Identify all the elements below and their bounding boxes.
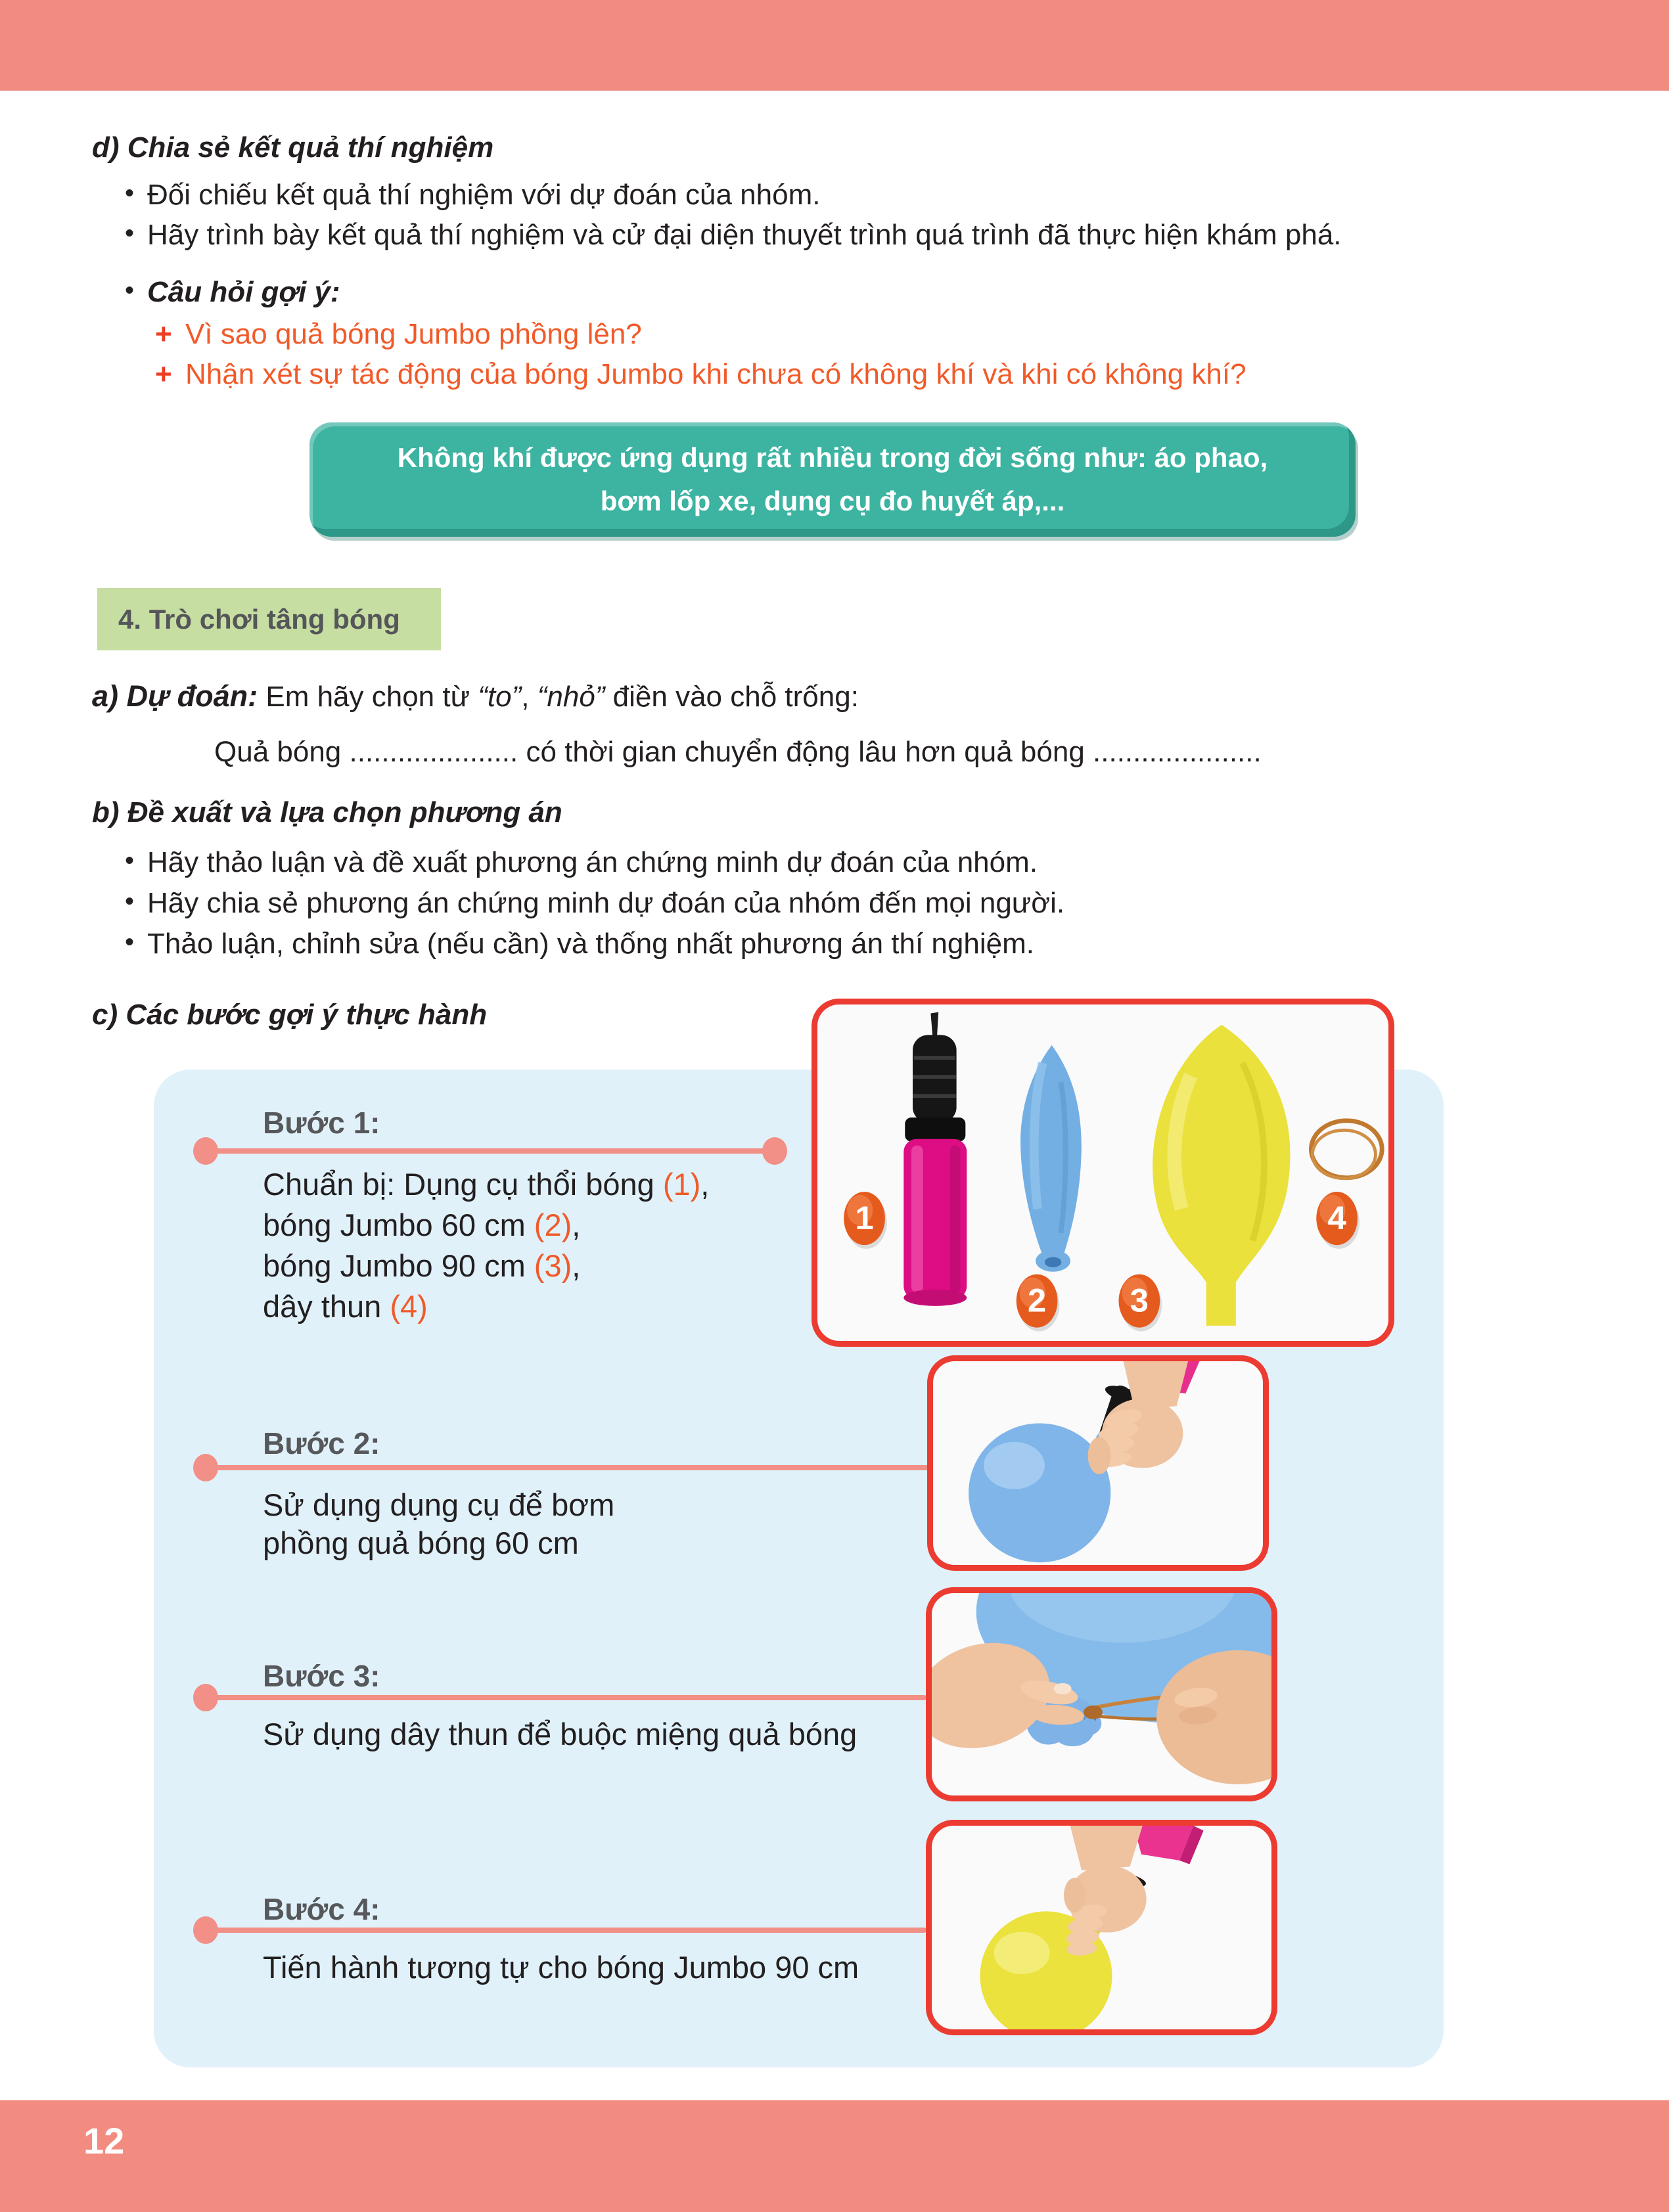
step-2-connector-line	[205, 1465, 930, 1470]
question-text: Vì sao quả bóng Jumbo phồng lên?	[185, 318, 642, 350]
tie-balloon-photo	[926, 1587, 1277, 1801]
list-item-text: Hãy chia sẻ phương án chứng minh dự đoán của nhóm đến mọi người.	[147, 887, 1065, 919]
tie-balloon-illustration	[932, 1593, 1271, 1795]
section-b-heading: b) Đề xuất và lựa chọn phương án	[92, 796, 562, 828]
plus-icon: +	[155, 318, 172, 350]
list-item-text: Hãy trình bày kết quả thí nghiệm và cử đại diện thuyết trình quá trình đã thực hiện khám phá.	[147, 219, 1342, 251]
item-number-ref: (4)	[390, 1289, 428, 1324]
question-text: Nhận xét sự tác động của bóng Jumbo khi chưa có không khí và khi có không khí?	[185, 358, 1246, 390]
section-4-label-text: 4. Trò chơi tâng bóng	[118, 603, 400, 635]
plus-icon: +	[155, 358, 172, 390]
bullet-icon: •	[125, 887, 135, 916]
step-text: bóng Jumbo 60 cm	[263, 1208, 534, 1242]
section-a-text: điền vào chỗ trống:	[605, 681, 859, 713]
badge-4-number: 4	[1327, 1199, 1346, 1236]
item-number-ref: (3)	[534, 1248, 572, 1283]
badge-number-icon	[844, 1192, 887, 1249]
item-number-ref: (1)	[662, 1167, 701, 1202]
timeline-dot-icon	[193, 1137, 218, 1165]
step-text: bóng Jumbo 90 cm	[263, 1248, 534, 1283]
step-1-line	[263, 1205, 709, 1246]
fill-in-blank-line: Quả bóng ..................... có thời gian chuyển động lâu hơn quả bóng .....................	[214, 736, 1262, 768]
callout-line: bơm lốp xe, dụng cụ đo huyết áp,...	[600, 485, 1065, 516]
step-3-connector-line	[205, 1695, 926, 1700]
bullet-icon: •	[125, 928, 135, 957]
list-item-text: Hãy thảo luận và đề xuất phương án chứng minh dự đoán của nhóm.	[147, 846, 1038, 878]
yellow-balloon-illustration	[1153, 1025, 1290, 1326]
timeline-dot-icon	[193, 1916, 218, 1944]
rubber-band-illustration	[1311, 1121, 1382, 1179]
list-item	[125, 179, 820, 212]
page-number: 12	[83, 2120, 125, 2161]
step-2-title: Bước 2:	[263, 1426, 380, 1460]
inflate-blue-illustration	[933, 1361, 1263, 1565]
badge-number-icon	[1119, 1275, 1162, 1332]
item-number-ref: (2)	[534, 1208, 572, 1242]
step-text: ,	[572, 1208, 581, 1242]
list-item	[125, 219, 1342, 252]
step-1-connector-line	[205, 1148, 775, 1154]
step-2-description	[263, 1486, 614, 1562]
step-1-title: Bước 1:	[263, 1106, 380, 1140]
step-1-line	[263, 1164, 709, 1205]
timeline-dot-icon	[193, 1684, 218, 1711]
balloon-pump-illustration	[903, 1012, 967, 1306]
section-c-heading: c) Các bước gợi ý thực hành	[92, 999, 488, 1031]
inflate-yellow-illustration	[932, 1826, 1271, 2029]
list-item	[125, 928, 1034, 960]
step-4-title: Bước 4:	[263, 1892, 380, 1926]
question-item	[155, 358, 1246, 391]
list-item	[125, 887, 1064, 920]
step-1-line	[263, 1286, 709, 1327]
step-text: ,	[700, 1167, 710, 1202]
section-d-heading: d) Chia sẻ kết quả thí nghiệm	[92, 131, 494, 164]
section-a-line	[92, 679, 859, 713]
blue-balloon-illustration	[1020, 1045, 1082, 1272]
timeline-dot-icon	[193, 1454, 218, 1481]
badge-1-number: 1	[855, 1199, 874, 1236]
materials-photo	[812, 999, 1394, 1347]
top-banner	[0, 0, 1669, 91]
list-item-text: Đối chiếu kết quả thí nghiệm với dự đoán của nhóm.	[147, 179, 821, 211]
step-1-description	[263, 1164, 709, 1327]
separator-text: ,	[521, 681, 537, 713]
hint-label-row	[125, 276, 340, 309]
list-item	[125, 846, 1038, 879]
step-3-description	[263, 1715, 857, 1753]
step-2-line: Sử dụng dụng cụ để bơm	[263, 1487, 615, 1522]
bullet-icon: •	[125, 846, 135, 875]
step-2-line: phồng quả bóng 60 cm	[263, 1525, 579, 1560]
air-applications-callout	[309, 422, 1356, 537]
step-text: ,	[572, 1248, 581, 1283]
bullet-icon: •	[125, 179, 135, 208]
bullet-icon: •	[125, 219, 135, 248]
question-item	[155, 318, 642, 351]
section-a-text: Em hãy chọn từ	[258, 681, 478, 713]
section-4-label	[97, 588, 441, 650]
badge-number-icon	[1316, 1192, 1360, 1249]
inflate-blue-balloon-photo	[927, 1355, 1269, 1571]
hand-shape	[1070, 1826, 1143, 1870]
step-text: Chuẩn bị: Dụng cụ thổi bóng	[263, 1167, 663, 1202]
step-3-line: Sử dụng dây thun để buộc miệng quả bóng	[263, 1717, 857, 1751]
timeline-dot-icon	[762, 1137, 787, 1165]
section-a-label: a) Dự đoán:	[92, 679, 258, 713]
bottom-banner	[0, 2100, 1669, 2212]
badge-3-number: 3	[1130, 1281, 1149, 1319]
step-4-description	[263, 1949, 859, 1987]
bullet-icon: •	[125, 276, 135, 305]
step-4-connector-line	[205, 1928, 926, 1933]
step-3-title: Bước 3:	[263, 1659, 380, 1693]
inflate-yellow-balloon-photo	[926, 1820, 1277, 2035]
blue-balloon-shape	[969, 1424, 1110, 1563]
badge-number-icon	[1017, 1275, 1060, 1332]
word-option-nho: “nhỏ”	[537, 681, 605, 713]
hint-label: Câu hỏi gợi ý:	[147, 276, 340, 308]
step-1-line	[263, 1246, 709, 1286]
step-text: dây thun	[263, 1289, 390, 1324]
word-option-to: “to”	[478, 681, 522, 713]
badge-2-number: 2	[1027, 1281, 1047, 1319]
step-4-line: Tiến hành tương tự cho bóng Jumbo 90 cm	[263, 1950, 859, 1985]
list-item-text: Thảo luận, chỉnh sửa (nếu cần) và thống nhất phương án thí nghiệm.	[147, 928, 1034, 960]
callout-line: Không khí được ứng dụng rất nhiều trong đời sống như: áo phao,	[397, 442, 1268, 473]
materials-illustration	[817, 1004, 1388, 1341]
